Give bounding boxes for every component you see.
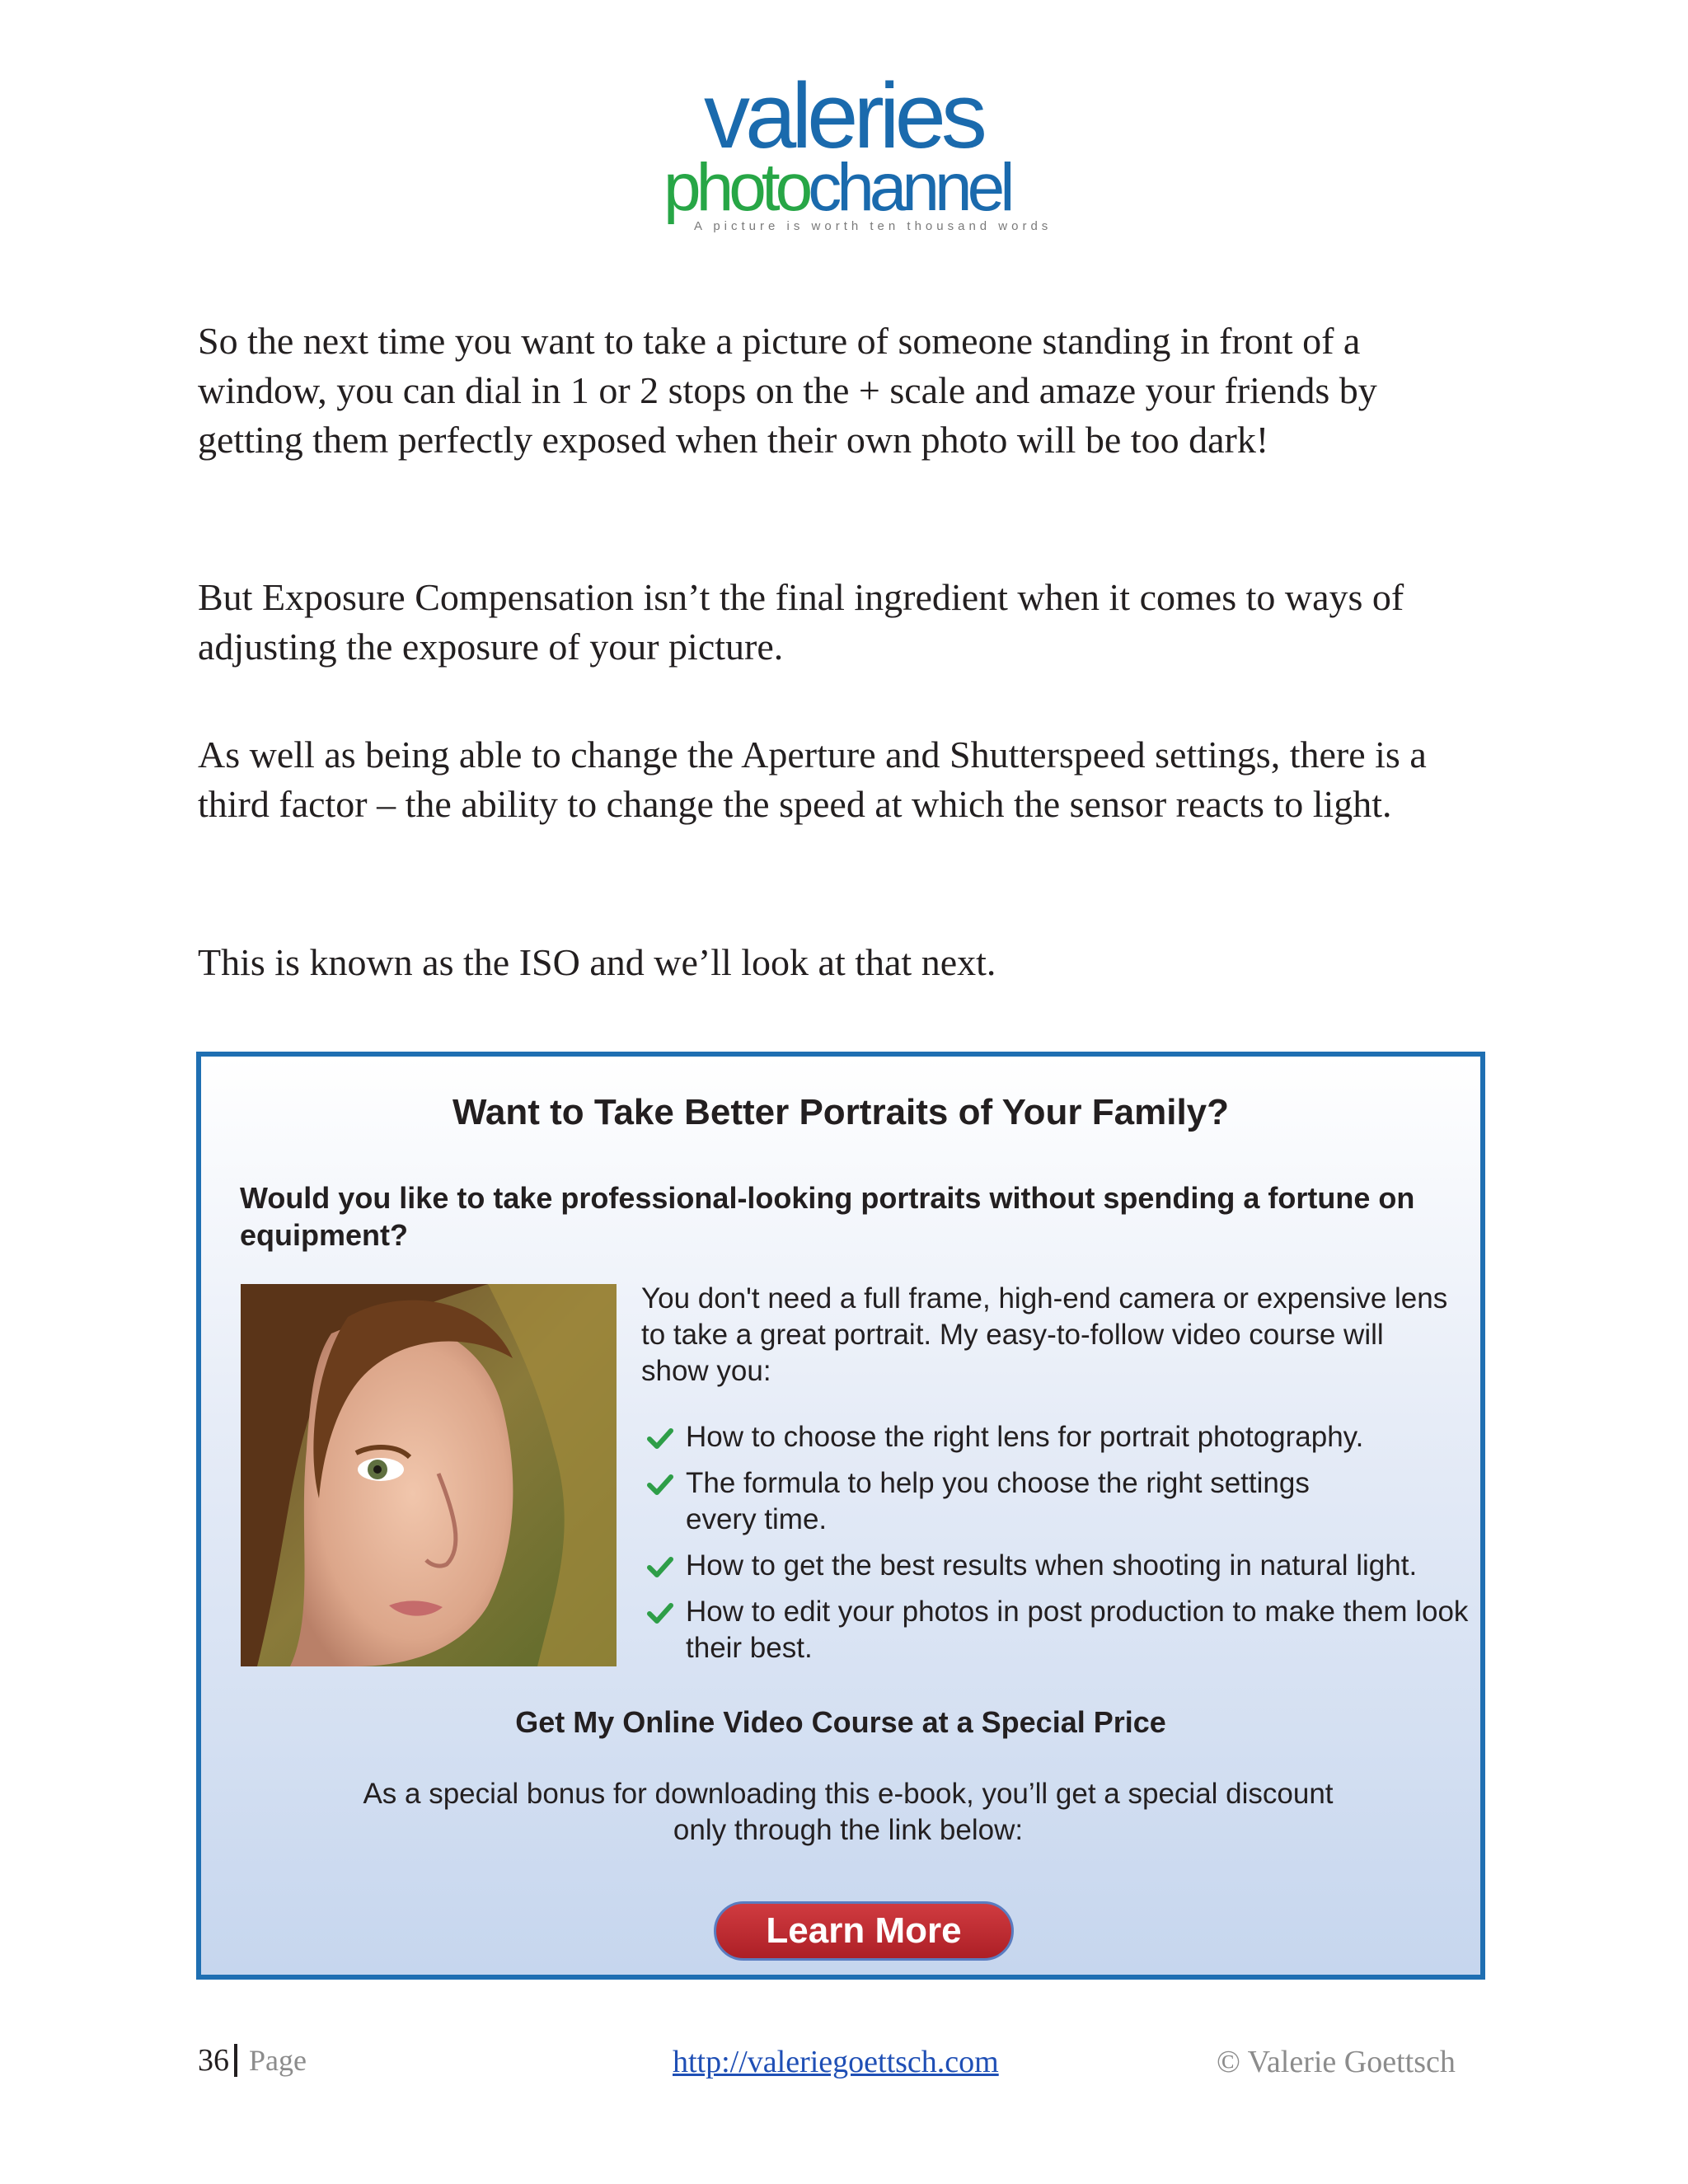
- logo-photo: photo: [663, 150, 809, 225]
- promo-question: Would you like to take professional-looking portraits without spending a fortune on equipment?: [240, 1181, 1415, 1252]
- page-label: Page: [249, 2044, 307, 2077]
- checkmark-icon: [646, 1421, 674, 1454]
- portrait-photo: [241, 1284, 617, 1666]
- site-logo: [659, 64, 1053, 235]
- bullet-text: How to edit your photos in post production to make them look their best.: [686, 1596, 1469, 1664]
- promo-offer-heading: Get My Online Video Course at a Special Price: [515, 1705, 1166, 1739]
- list-item: [646, 1465, 1470, 1538]
- paragraph-third-factor: As well as being able to change the Aperture and Shutterspeed settings, there is a third factor – the ability to change the speed at which the sensor reacts to light.: [198, 733, 1427, 825]
- list-item: [646, 1419, 1470, 1455]
- paragraph-iso-next: This is known as the ISO and we’ll look at that next.: [198, 941, 996, 983]
- website-link[interactable]: http://valeriegoettsch.com: [673, 2045, 999, 2079]
- logo-photochannel: [663, 150, 1010, 225]
- bonus-line-2: only through the link below:: [673, 1814, 1024, 1846]
- page-number: [198, 2042, 307, 2079]
- logo-channel: channel: [808, 150, 1010, 225]
- bonus-line-1: As a special bonus for downloading this e-book, you’ll get a special discount: [363, 1778, 1334, 1810]
- bullet-text: How to get the best results when shooting in natural light.: [686, 1549, 1418, 1582]
- copyright-notice: © Valerie Goettsch: [1217, 2045, 1456, 2079]
- promo-intro: You don't need a full frame, high-end camera or expensive lens to take a great portrait. My easy-to-follow video course will show you:: [641, 1282, 1448, 1387]
- bullet-text: How to choose the right lens for portrait photography.: [686, 1421, 1364, 1453]
- checkmark-icon: [646, 1596, 674, 1629]
- checkmark-icon: [646, 1549, 674, 1582]
- learn-more-button[interactable]: Learn More: [714, 1901, 1014, 1961]
- promo-title: Want to Take Better Portraits of Your Family?: [452, 1092, 1230, 1132]
- logo-tagline: A picture is worth ten thousand words: [694, 219, 1053, 233]
- checkmark-icon: [646, 1467, 674, 1500]
- list-item: [646, 1548, 1470, 1584]
- bullet-text: The formula to help you choose the right settings every time.: [686, 1467, 1310, 1535]
- paragraph-exposure-tip: So the next time you want to take a picture of someone standing in front of a window, you can dial in 1 or 2 stops on the + scale and amaze your friends by getting them perfectly exposed when their own photo will be too dark!: [198, 320, 1377, 461]
- promo-bonus-text: [201, 1776, 1495, 1849]
- paragraph-exposure-compensation: But Exposure Compensation isn’t the final ingredient when it comes to ways of adjusting the exposure of your picture.: [198, 576, 1404, 668]
- list-item: [646, 1594, 1470, 1666]
- logo-valeries: valeries: [704, 64, 982, 167]
- promo-box: [196, 1052, 1485, 1980]
- page-number-value: 36: [198, 2043, 229, 2078]
- promo-benefits-list: [646, 1419, 1470, 1676]
- page-separator: [234, 2044, 237, 2077]
